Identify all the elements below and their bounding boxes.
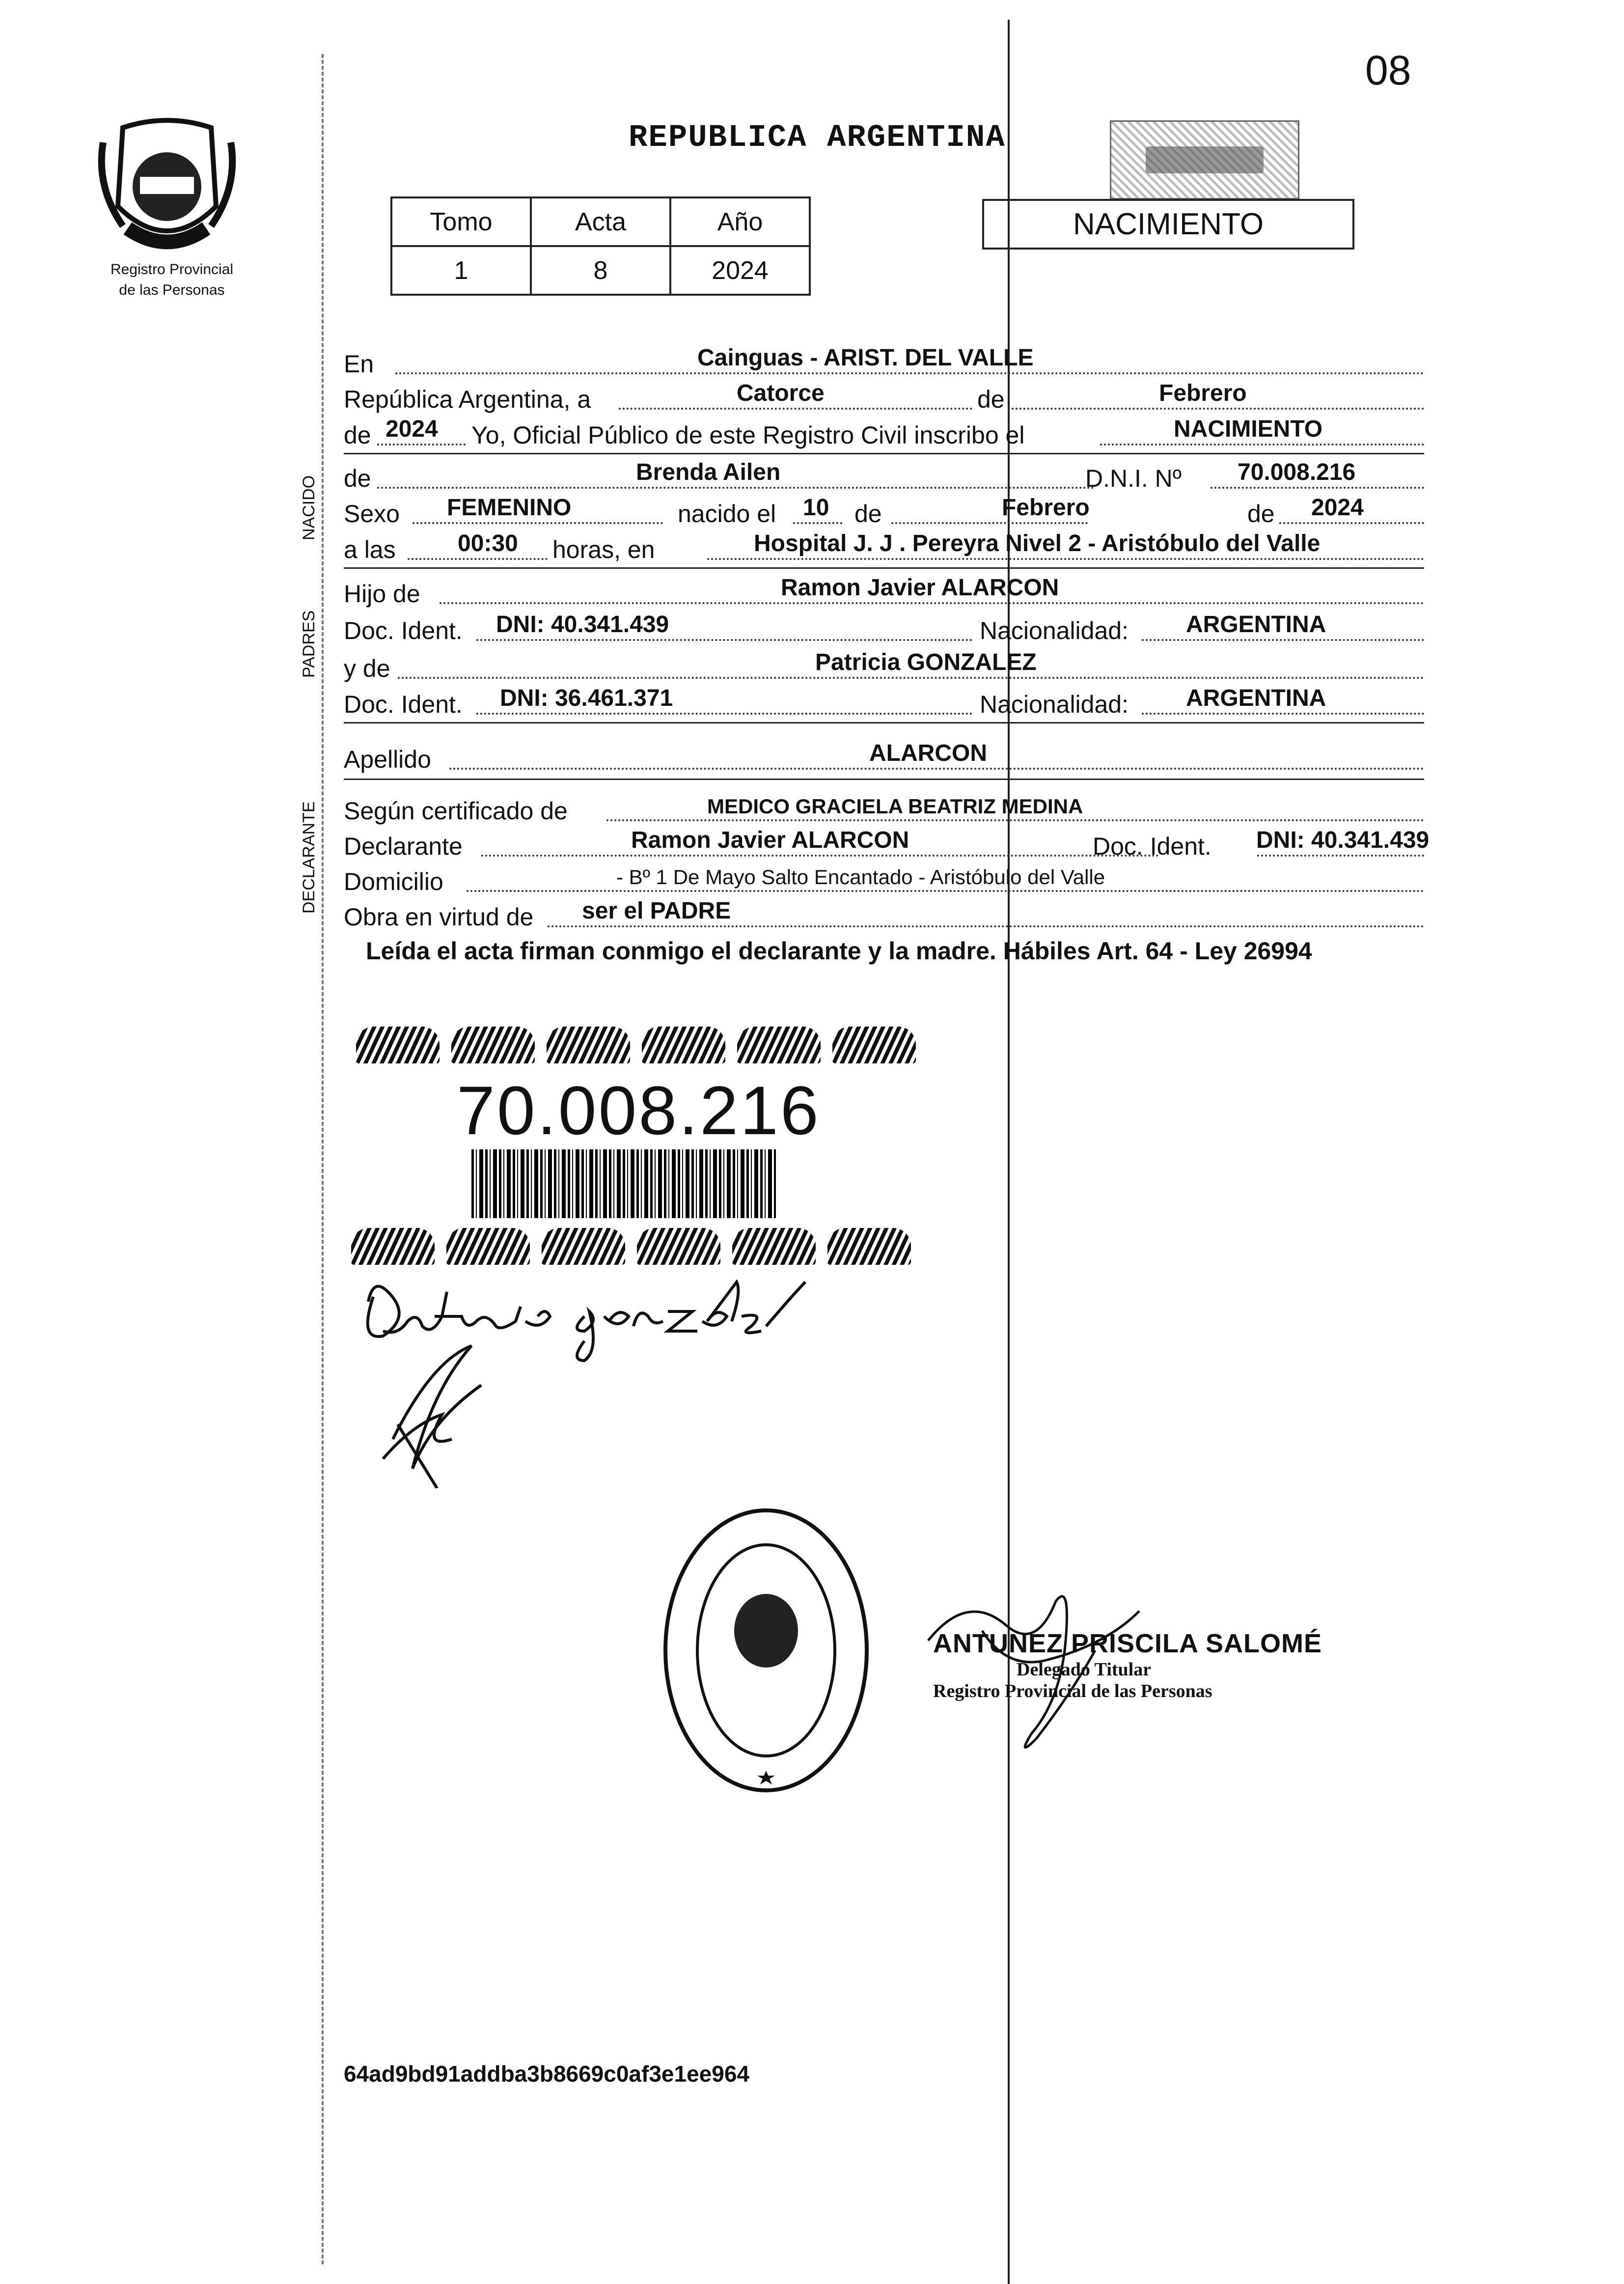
legal-text: Leída el acta firman conmigo el declarante y la madre. Hábiles Art. 64 - Ley 26994: [366, 937, 1312, 965]
side-label-declarante: DECLARANTE: [300, 801, 318, 914]
record-table: [390, 196, 811, 296]
label-alas: a las: [344, 536, 396, 563]
label-nombre: de: [344, 465, 371, 492]
province-crest-icon: [93, 113, 241, 260]
label-nacionalidad-2: Nacionalidad:: [980, 691, 1129, 718]
margin-dashed-line: [322, 54, 324, 2264]
side-label-nacido: NACIDO: [300, 475, 318, 540]
section-separator: [344, 722, 1424, 724]
label-domicilio: Domicilio: [344, 868, 443, 895]
record-table-header: Año: [670, 197, 810, 246]
row-declarante: [344, 826, 1430, 861]
section-separator: [344, 453, 1424, 454]
value-mother-doc: DNI: 36.461.371: [500, 685, 673, 711]
value-birth-month: Febrero: [1002, 495, 1090, 521]
record-table-cell: 2024: [670, 246, 810, 295]
row-apellido: [344, 739, 1424, 774]
label-doc-2: Doc. Ident.: [344, 691, 463, 718]
row-sexo: [344, 494, 1424, 528]
record-table-cell: 8: [531, 246, 670, 295]
label-year-de: de: [344, 421, 371, 449]
value-sexo: FEMENINO: [447, 495, 572, 521]
record-table-header: Tomo: [391, 197, 531, 246]
value-father-doc: DNI: 40.341.439: [496, 612, 669, 638]
value-domicilio: - Bº 1 De Mayo Salto Encantado - Aristóbulo del Valle: [616, 865, 1105, 889]
registry-caption-line2: de las Personas: [119, 282, 225, 298]
label-inscribo: Yo, Oficial Público de este Registro Civil inscribo el: [471, 421, 1025, 449]
value-en: Cainguas - ARIST. DEL VALLE: [697, 345, 1034, 371]
official-name: ANTUNEZ PRISCILA SALOMÉ: [933, 1629, 1322, 1658]
label-de-2: de: [854, 500, 882, 528]
row-en: [344, 344, 1424, 378]
value-dni: 70.008.216: [1238, 459, 1356, 485]
row-obra: [344, 897, 1424, 931]
row-domicilio: [344, 862, 1424, 896]
sticker-pattern-top: [356, 1027, 945, 1068]
official-org: Registro Provincial de las Personas: [933, 1681, 1212, 1701]
side-label-padres: PADRES: [300, 610, 318, 678]
row-hora: [344, 529, 1424, 564]
value-place: Hospital J. J . Pereyra Nivel 2 - Aristóbulo del Valle: [754, 530, 1321, 557]
value-day: Catorce: [737, 380, 825, 406]
value-birth-day: 10: [803, 495, 829, 521]
page-number: 08: [1365, 47, 1411, 93]
label-hijo: Hijo de: [344, 580, 420, 608]
label-sexo: Sexo: [344, 500, 400, 528]
barcode: [471, 1149, 776, 1218]
value-apellido: ALARCON: [869, 740, 987, 766]
label-nacionalidad: Nacionalidad:: [980, 617, 1129, 644]
label-yde: y de: [344, 655, 390, 682]
section-separator: [344, 567, 1424, 569]
page-title: REPUBLICA ARGENTINA: [629, 120, 1006, 156]
value-certificado: MEDICO GRACIELA BEATRIZ MEDINA: [707, 795, 1083, 818]
label-declarante: Declarante: [344, 833, 463, 860]
row-certificado: [344, 791, 1424, 825]
value-inscribo: NACIMIENTO: [1174, 416, 1323, 442]
record-type-box: NACIMIENTO: [982, 199, 1354, 250]
security-hologram: [1110, 120, 1299, 199]
label-obra: Obra en virtud de: [344, 903, 534, 931]
row-fecha: [344, 379, 1424, 414]
row-padre: [344, 574, 1424, 608]
value-birth-year: 2024: [1311, 495, 1364, 521]
label-en: En: [344, 350, 374, 378]
record-table-header: Acta: [531, 197, 670, 246]
sticker-dni: 70.008.216: [457, 1072, 821, 1149]
label-de: de: [977, 386, 1005, 413]
value-time: 00:30: [458, 530, 518, 557]
value-father: Ramon Javier ALARCON: [781, 575, 1059, 601]
record-table-header-row: [391, 197, 810, 246]
mother-signature: [354, 1262, 835, 1488]
official-title: Delegado Titular: [1017, 1659, 1152, 1680]
value-year: 2024: [385, 416, 438, 442]
value-obra: ser el PADRE: [582, 898, 731, 924]
record-table-cell: 1: [391, 246, 531, 295]
row-madre-doc: [344, 684, 1424, 719]
record-table-value-row: [391, 246, 810, 295]
value-mother: Patricia GONZALEZ: [815, 649, 1037, 675]
label-certificado: Según certificado de: [344, 797, 568, 825]
label-nacido: nacido el: [678, 500, 776, 528]
row-padre-doc: [344, 611, 1424, 645]
row-nombre: [344, 458, 1424, 493]
label-republica: República Argentina, a: [344, 386, 591, 413]
value-month: Febrero: [1159, 380, 1247, 406]
label-horas: horas, en: [552, 536, 655, 563]
row-madre: [344, 648, 1424, 683]
row-inscribo: [344, 415, 1424, 449]
section-separator: [344, 779, 1424, 780]
label-declarante-doc: Doc. Ident.: [1093, 833, 1211, 860]
registry-caption-line1: Registro Provincial: [110, 261, 234, 278]
label-de-3: de: [1247, 500, 1275, 528]
value-father-nat: ARGENTINA: [1186, 612, 1326, 638]
value-mother-nat: ARGENTINA: [1186, 685, 1326, 711]
official-seal-icon: [661, 1503, 872, 1798]
value-declarante: Ramon Javier ALARCON: [631, 827, 909, 853]
label-doc: Doc. Ident.: [344, 617, 463, 644]
value-nombre: Brenda Ailen: [636, 459, 781, 485]
official-signature: [908, 1572, 1164, 1768]
value-declarante-doc: DNI: 40.341.439: [1256, 827, 1430, 853]
registry-caption: [74, 259, 270, 301]
label-apellido: Apellido: [344, 746, 431, 773]
label-dni: D.N.I. Nº: [1085, 465, 1182, 492]
document-hash: 64ad9bd91addba3b8669c0af3e1ee964: [344, 2061, 750, 2087]
